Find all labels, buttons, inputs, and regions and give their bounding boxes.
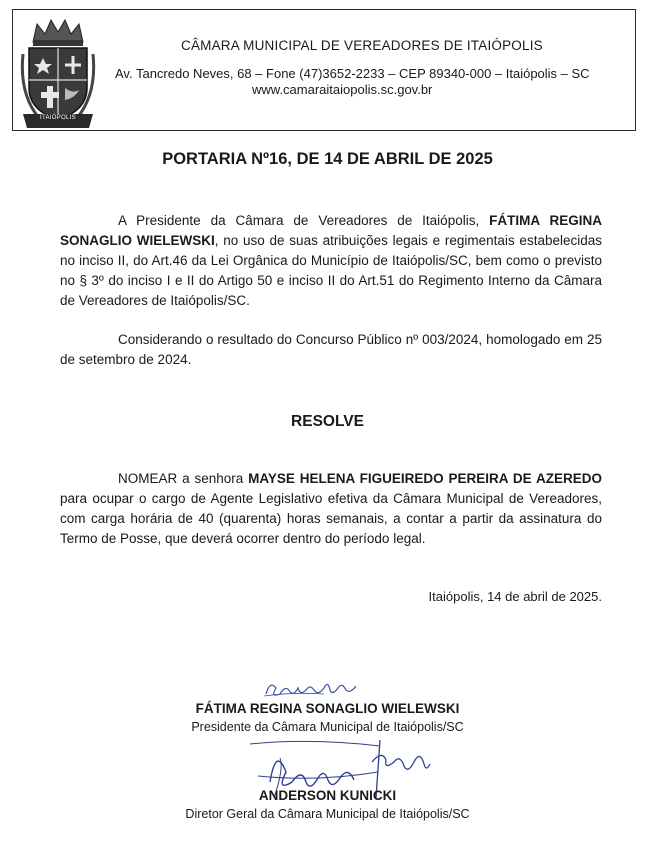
letterhead bbox=[12, 9, 636, 131]
document-title: PORTARIA Nº16, DE 14 DE ABRIL DE 2025 bbox=[162, 150, 493, 168]
institution-website: www.camaraitaiopolis.sc.gov.br bbox=[252, 82, 433, 97]
preamble-text-start: A Presidente da Câmara de Vereadores de Itaiópolis, bbox=[118, 213, 490, 228]
signature-block-president bbox=[0, 700, 655, 736]
signatory-role: Diretor Geral da Câmara Municipal de Itaiópolis/SC bbox=[185, 807, 470, 821]
considering-text: Considerando o resultado do Concurso Público nº 003/2024, homologado em 25 de setembro de 2024. bbox=[60, 332, 602, 367]
signatory-name: FÁTIMA REGINA SONAGLIO WIELEWSKI bbox=[195, 701, 460, 716]
paragraph-appointment bbox=[60, 469, 602, 549]
resolve-heading: RESOLVE bbox=[291, 413, 364, 430]
appointment-text-end: para ocupar o cargo de Agente Legislativo efetiva da Câmara Municipal de Vereadores, com carga horária de 40 (quarenta) horas semanais, a contar a partir da assinatura do Termo de Posse, que deverá ocorrer dentro do período legal. bbox=[60, 491, 602, 546]
municipal-crest-icon bbox=[19, 14, 97, 130]
crest-ribbon-text: ITAIÓPOLIS bbox=[40, 115, 76, 121]
handwritten-signature-president bbox=[262, 676, 362, 702]
signatory-name: ANDERSON KUNICKI bbox=[258, 788, 397, 803]
paragraph-considering bbox=[60, 330, 602, 370]
signatory-role: Presidente da Câmara Municipal de Itaiópolis/SC bbox=[191, 720, 464, 734]
institution-address: Av. Tancredo Neves, 68 – Fone (47)3652-2233 – CEP 89340-000 – Itaiópolis – SC bbox=[115, 66, 590, 81]
institution-name: CÂMARA MUNICIPAL DE VEREADORES DE ITAIÓPOLIS bbox=[181, 38, 543, 53]
signature-block-director bbox=[0, 787, 655, 823]
appointment-text-start: NOMEAR a senhora bbox=[118, 471, 249, 486]
preamble-text-end: , no uso de suas atribuições legais e regimentais estabelecidas no inciso II, do Art.46 da Lei Orgânica do Município de Itaiópolis/SC, bem como o previsto no § 3º do inciso I e II do Artigo 50 e inciso II do Art.51 do Regimento Interno da Câmara de Vereadores de Itaiópolis/SC. bbox=[60, 233, 602, 308]
president-name: FÁTIMA REGINA SONAGLIO WIELEWSKI bbox=[60, 213, 602, 248]
place-date-line: Itaiópolis, 14 de abril de 2025. bbox=[428, 589, 602, 604]
paragraph-preamble bbox=[60, 211, 602, 311]
appointee-name: MAYSE HELENA FIGUEIREDO PEREIRA DE AZEREDO bbox=[248, 471, 602, 486]
